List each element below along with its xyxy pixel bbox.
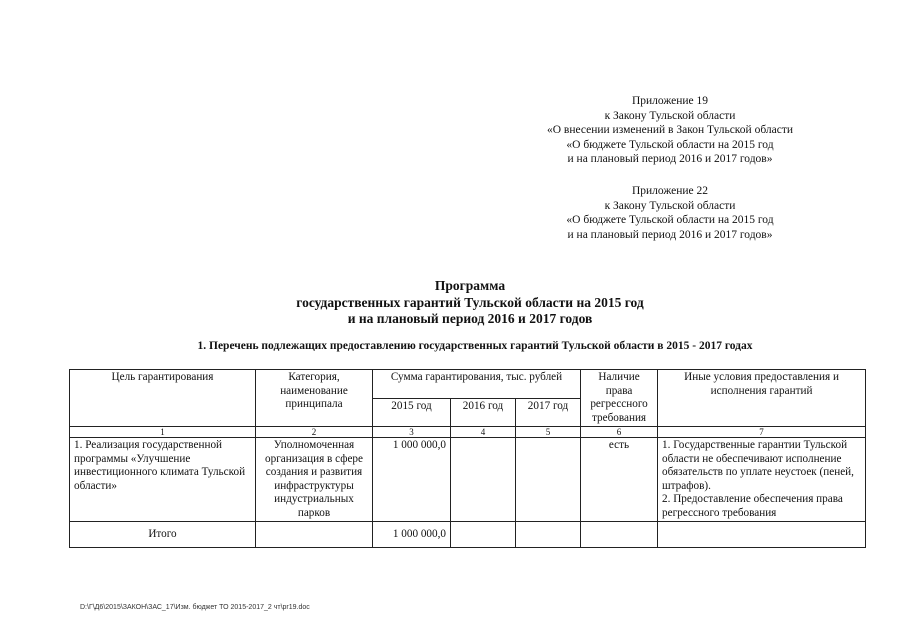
appendix-22-block bbox=[530, 184, 810, 242]
total-2015: 1 000 000,0 bbox=[373, 522, 451, 548]
row-category: Уполномоченная организация в сфере создания и развития инфраструктуры индустриальных парков bbox=[256, 438, 373, 522]
appendix-22-line1: Приложение 22 bbox=[631, 185, 709, 197]
col-num-2: 2 bbox=[256, 427, 373, 438]
col-num-6: 6 bbox=[581, 427, 658, 438]
col-num-3: 3 bbox=[373, 427, 451, 438]
appendix-19-line5: и на плановый период 2016 и 2017 годов» bbox=[567, 153, 773, 166]
header-recourse: Наличие права регрессного требования bbox=[581, 370, 658, 427]
appendix-19-line1: Приложение 19 bbox=[631, 95, 709, 107]
appendix-22-line3: «О бюджете Тульской области на 2015 год bbox=[566, 214, 774, 227]
total-row bbox=[70, 522, 866, 548]
header-2015: 2015 год bbox=[373, 398, 451, 427]
total-label: Итого bbox=[70, 522, 256, 548]
total-other bbox=[658, 522, 866, 548]
header-sum: Сумма гарантирования, тыс. рублей bbox=[373, 370, 581, 399]
title-line1: Программа bbox=[434, 278, 506, 293]
header-goal: Цель гарантирования bbox=[70, 370, 256, 427]
header-row-1 bbox=[70, 370, 866, 399]
column-numbers-row bbox=[70, 427, 866, 438]
col-num-4: 4 bbox=[451, 427, 516, 438]
col-num-1: 1 bbox=[70, 427, 256, 438]
col-num-7: 7 bbox=[658, 427, 866, 438]
col-num-5: 5 bbox=[516, 427, 581, 438]
row-2017 bbox=[516, 438, 581, 522]
header-category: Категория, наименование принципала bbox=[256, 370, 373, 427]
file-path-footer: D:\Г\Д6\2015\ЗАКОН\ЗАС_17\Изм. бюджет ТО 2015-2017_2 чт\pr19.doc bbox=[80, 604, 310, 611]
title-line3: и на плановый период 2016 и 2017 годов bbox=[347, 311, 593, 326]
header-2016: 2016 год bbox=[451, 398, 516, 427]
row-other-conditions bbox=[658, 438, 866, 522]
total-category bbox=[256, 522, 373, 548]
row-recourse: есть bbox=[581, 438, 658, 522]
row-other-condition-2: 2. Предоставление обеспечения права регрессного требования bbox=[662, 493, 843, 519]
appendix-19-line4: «О бюджете Тульской области на 2015 год bbox=[566, 138, 774, 151]
total-2017 bbox=[516, 522, 581, 548]
appendix-19-line2: к Закону Тульской области bbox=[604, 109, 736, 122]
row-2016 bbox=[451, 438, 516, 522]
appendix-19-block bbox=[530, 94, 810, 167]
appendix-22-line4: и на плановый период 2016 и 2017 годов» bbox=[567, 228, 773, 241]
row-other-condition-1: 1. Государственные гарантии Тульской области не обеспечивают исполнение обязательств по уплате неустоек (пеней, штрафов). bbox=[662, 439, 854, 492]
header-other-conditions: Иные условия предоставления и исполнения гарантий bbox=[658, 370, 866, 427]
guarantees-table bbox=[69, 369, 866, 548]
total-2016 bbox=[451, 522, 516, 548]
header-2017: 2017 год bbox=[516, 398, 581, 427]
appendix-19-line3: «О внесении изменений в Закон Тульской области bbox=[546, 124, 794, 137]
section-subtitle: 1. Перечень подлежащих предоставлению государственных гарантий Тульской области в 2015 - 2017 годах bbox=[197, 340, 753, 352]
row-2015: 1 000 000,0 bbox=[373, 438, 451, 522]
total-recourse bbox=[581, 522, 658, 548]
document-title bbox=[150, 278, 790, 328]
row-goal: 1. Реализация государственной программы «Улучшение инвестиционного климата Тульской области» bbox=[70, 438, 256, 522]
appendix-22-line2: к Закону Тульской области bbox=[604, 199, 736, 212]
title-line2: государственных гарантий Тульской области на 2015 год bbox=[296, 294, 644, 310]
table-row bbox=[70, 438, 866, 522]
